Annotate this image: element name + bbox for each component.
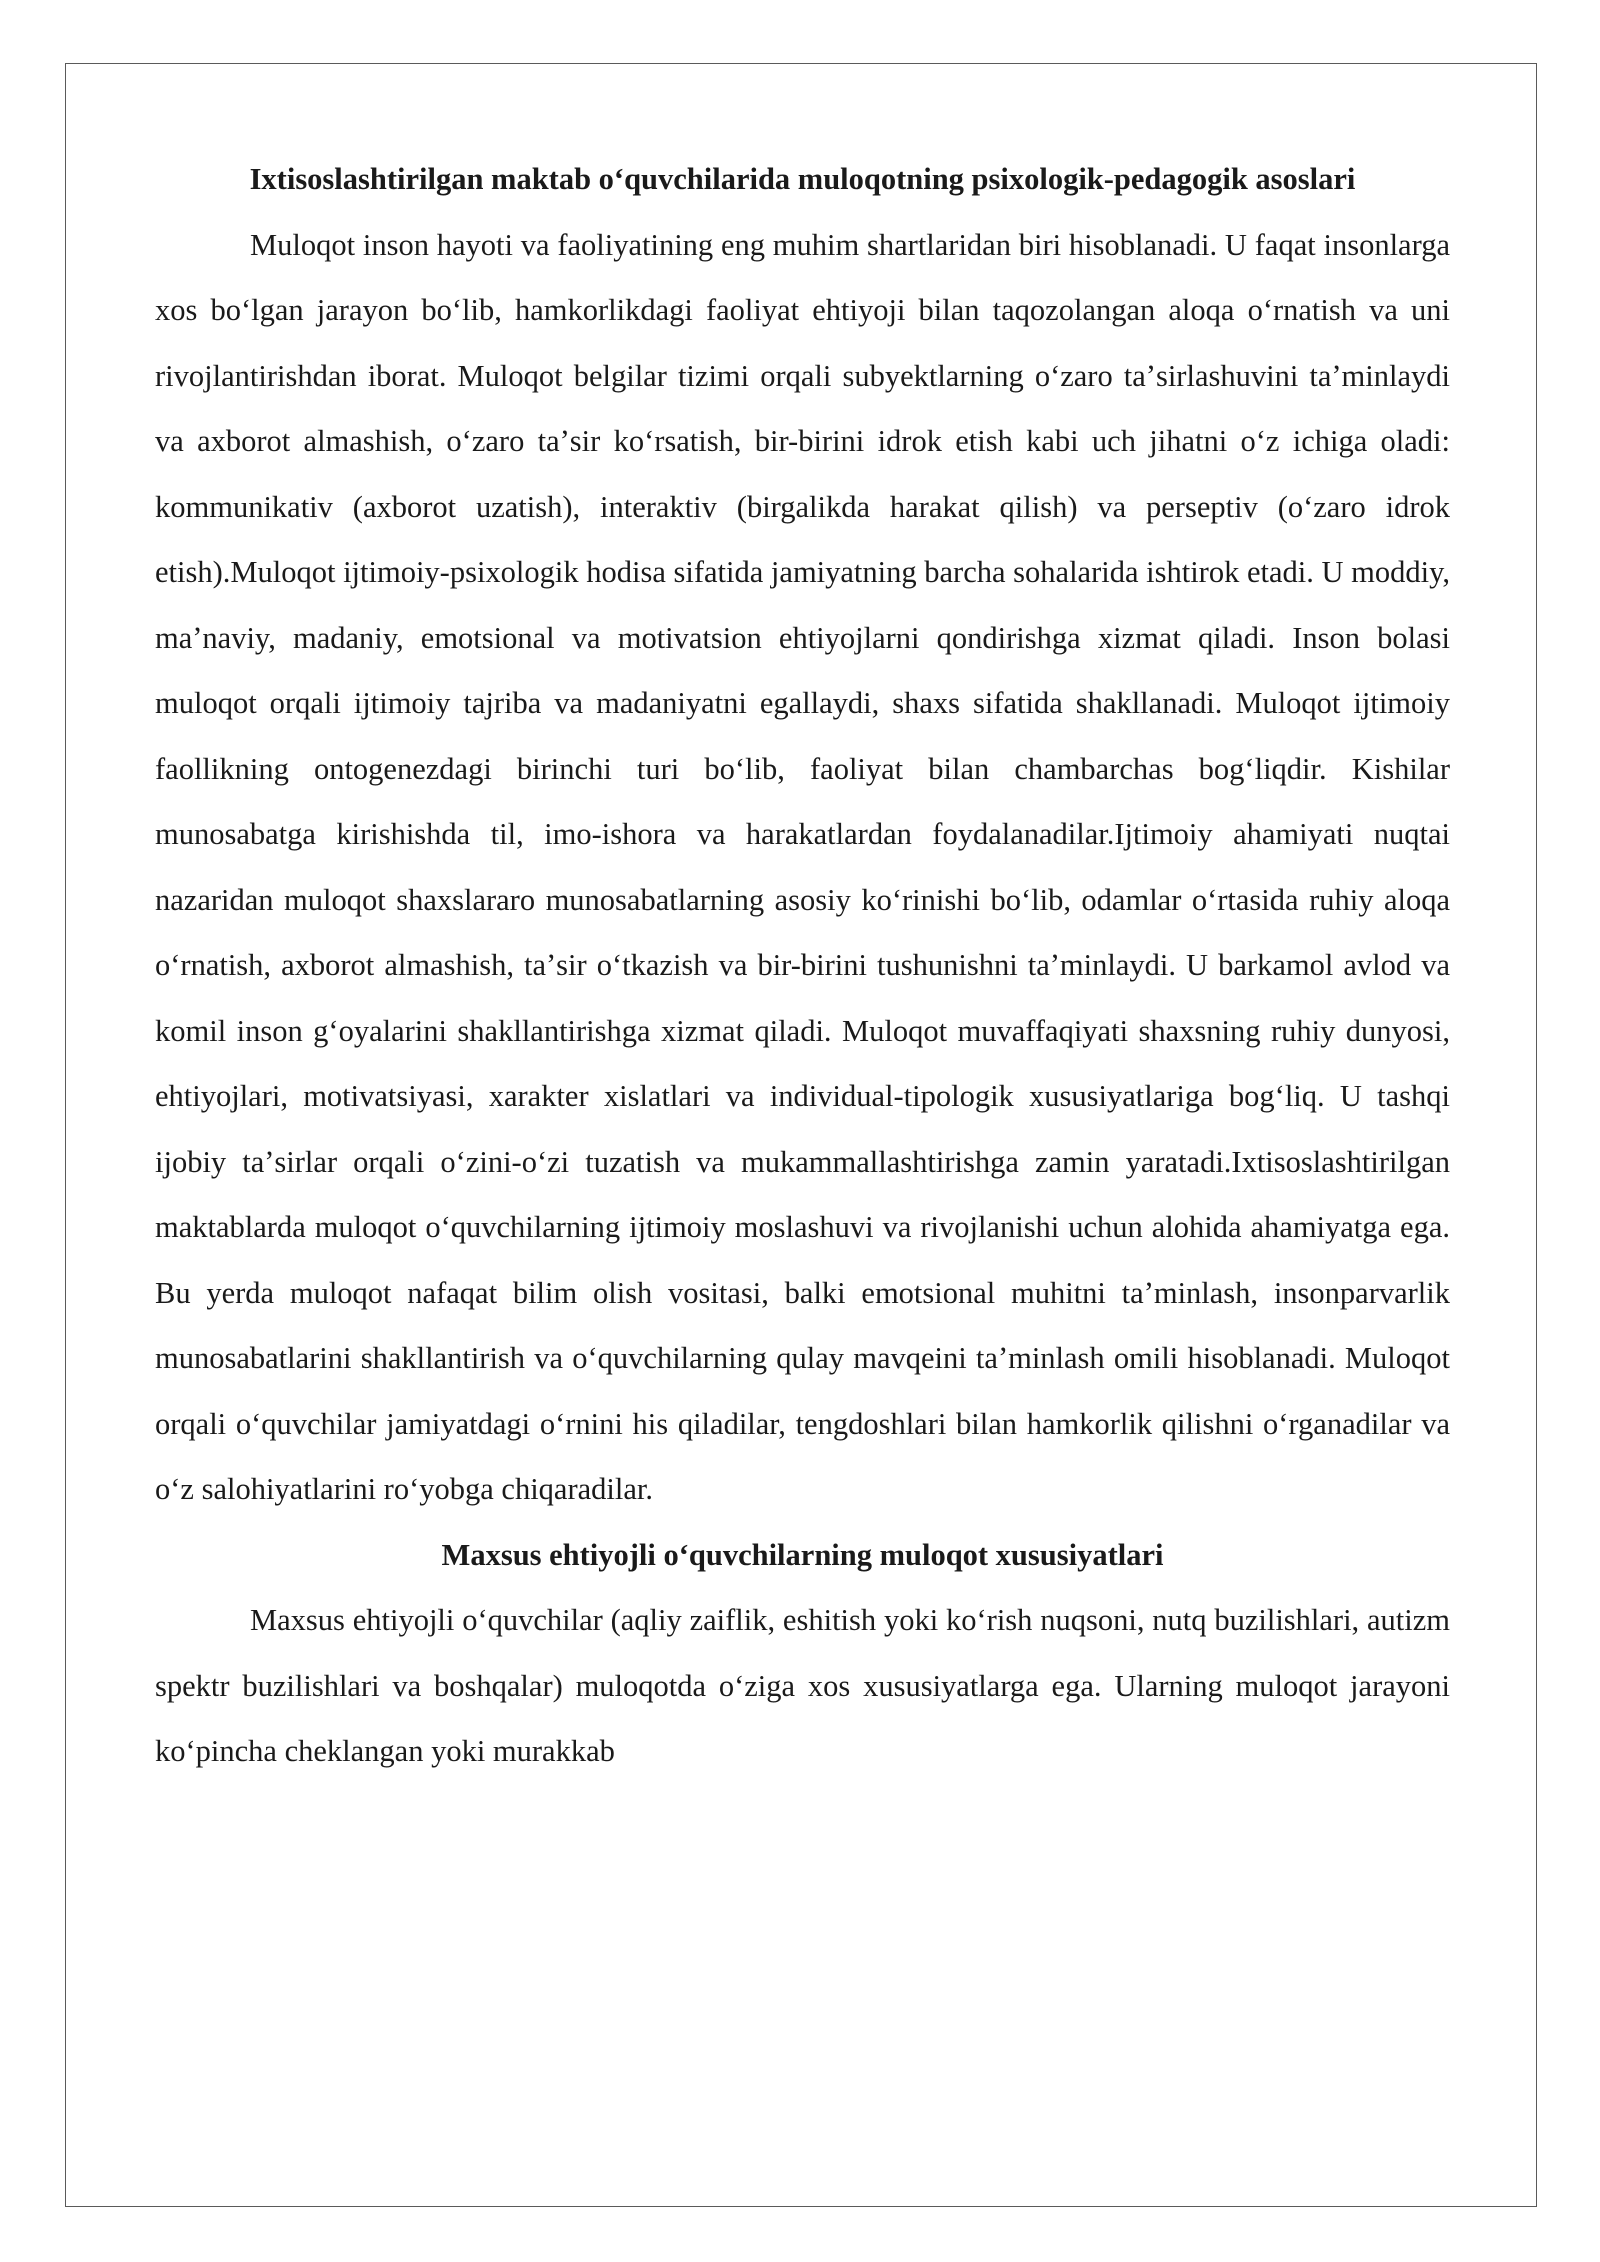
section-heading: Maxsus ehtiyojli oʻquvchilarning muloqot xususiyatlari <box>441 1537 1164 1572</box>
body-paragraph: Muloqot inson hayoti va faoliyatining eng muhim shartlaridan biri hisoblanadi. U faqat insonlarga xos boʻlgan jarayon boʻlib, hamkorlikdagi faoliyat ehtiyoji bilan taqozolangan aloqa oʻrnatish va uni rivojlantirishdan iborat. Muloqot belgilar tizimi orqali subyektlarning oʻzaro taʼsirlashuvini taʼminlaydi va axborot almashish, oʻzaro taʼsir koʻrsatish, bir-birini idrok etish kabi uch jihatni oʻz ichiga oladi: kommunikativ (axborot uzatish), interaktiv (birgalikda harakat qilish) va perseptiv (oʻzaro idrok etish).Muloqot ijtimoiy-psixologik hodisa sifatida jamiyatning barcha sohalarida ishtirok etadi. U moddiy, maʼnaviy, madaniy, emotsional va motivatsion ehtiyojlarni qondirishga xizmat qiladi. Inson bolasi muloqot orqali ijtimoiy tajriba va madaniyatni egallaydi, shaxs sifatida shakllanadi. Muloqot ijtimoiy faollikning ontogenezdagi birinchi turi boʻlib, faoliyat bilan chambarchas bogʻliqdir. Kishilar munosabatga kirishishda til, imo-ishora va harakatlardan foydalanadilar.Ijtimoiy ahamiyati nuqtai nazaridan muloqot shaxslararo munosabatlarning asosiy koʻrinishi boʻlib, odamlar oʻrtasida ruhiy aloqa oʻrnatish, axborot almashish, taʼsir oʻtkazish va bir-birini tushunishni taʼminlaydi. U barkamol avlod va komil inson gʻoyalarini shakllantirishga xizmat qiladi. Muloqot muvaffaqiyati shaxsning ruhiy dunyosi, ehtiyojlari, motivatsiyasi, xarakter xislatlari va individual-tipologik xususiyatlariga bogʻliq. U tashqi ijobiy taʼsirlar orqali oʻzini-oʻzi tuzatish va mukammallashtirishga zamin yaratadi.Ixtisoslashtirilgan maktablarda muloqot oʻquvchilarning ijtimoiy moslashuvi va rivojlanishi uchun alohida ahamiyatga ega. Bu yerda muloqot nafaqat bilim olish vositasi, balki emotsional muhitni taʼminlash, insonparvarlik munosabatlarini shakllantirish va oʻquvchilarning qulay mavqeini taʼminlash omili hisoblanadi. Muloqot orqali oʻquvchilar jamiyatdagi oʻrnini his qiladilar, tengdoshlari bilan hamkorlik qilishni oʻrganadilar va oʻz salohiyatlarini roʻyobga chiqaradilar. <box>155 227 1450 1506</box>
document-body <box>155 147 1450 1785</box>
document-title: Ixtisoslashtirilgan maktab oʻquvchilarida muloqotning psixologik-pedagogik asoslari <box>249 162 1356 196</box>
section-paragraph: Maxsus ehtiyojli oʻquvchilar (aqliy zaiflik, eshitish yoki koʻrish nuqsoni, nutq buzilishlari, autizm spektr buzilishlari va boshqalar) muloqotda oʻziga xos xususiyatlarga ega. Ularning muloqot jarayoni koʻpincha cheklangan yoki murakkab <box>155 1603 1450 1768</box>
